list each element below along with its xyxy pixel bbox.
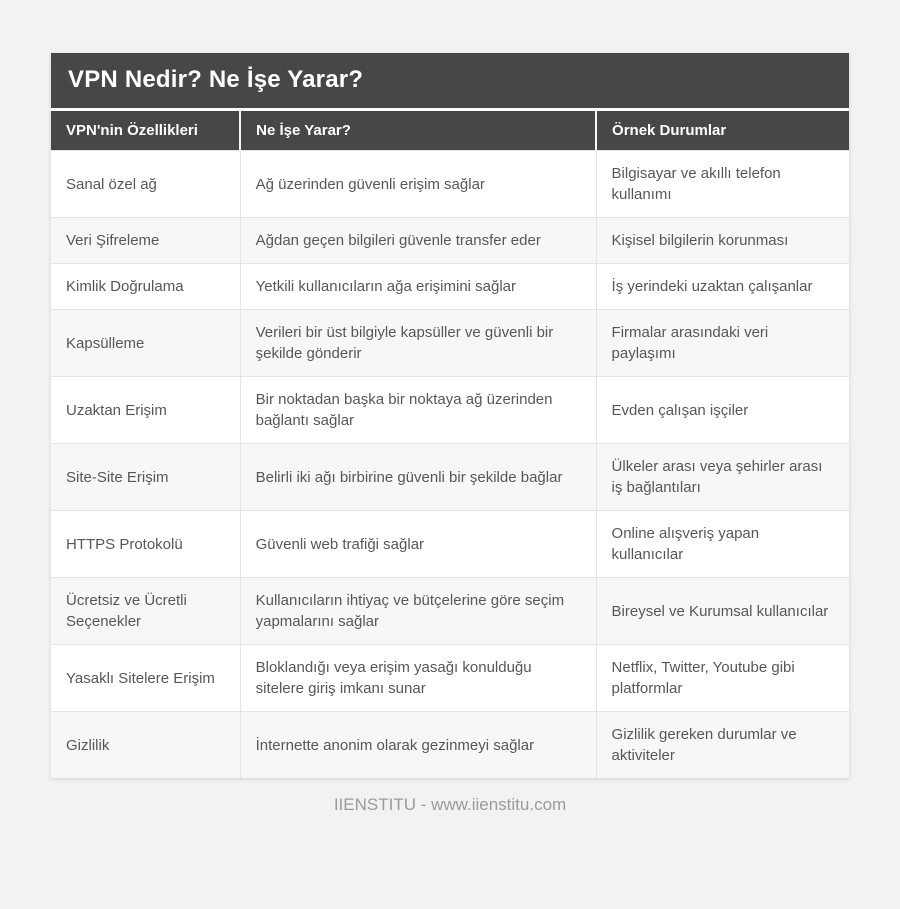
example-cell: Kişisel bilgilerin korunması xyxy=(596,218,849,264)
feature-cell: Site-Site Erişim xyxy=(51,444,240,511)
table-row xyxy=(51,377,849,444)
table-row xyxy=(51,578,849,645)
function-cell: İnternette anonim olarak gezinmeyi sağlar xyxy=(240,712,596,779)
table-row xyxy=(51,310,849,377)
vpn-table xyxy=(51,111,849,778)
function-cell: Bir noktadan başka bir noktaya ağ üzerinden bağlantı sağlar xyxy=(240,377,596,444)
vpn-info-card xyxy=(51,53,849,778)
feature-cell: HTTPS Protokolü xyxy=(51,511,240,578)
feature-cell: Kimlik Doğrulama xyxy=(51,264,240,310)
example-cell: Netflix, Twitter, Youtube gibi platformlar xyxy=(596,645,849,712)
example-cell: Firmalar arasındaki veri paylaşımı xyxy=(596,310,849,377)
example-cell: Ülkeler arası veya şehirler arası iş bağlantıları xyxy=(596,444,849,511)
example-cell: Gizlilik gereken durumlar ve aktiviteler xyxy=(596,712,849,779)
table-row xyxy=(51,218,849,264)
feature-cell: Veri Şifreleme xyxy=(51,218,240,264)
table-body xyxy=(51,151,849,779)
column-header-function: Ne İşe Yarar? xyxy=(240,111,596,151)
feature-cell: Gizlilik xyxy=(51,712,240,779)
table-row xyxy=(51,645,849,712)
function-cell: Yetkili kullanıcıların ağa erişimini sağlar xyxy=(240,264,596,310)
table-row xyxy=(51,151,849,218)
function-cell: Ağdan geçen bilgileri güvenle transfer eder xyxy=(240,218,596,264)
footer-credit: IIENSTITU - www.iienstitu.com xyxy=(333,795,567,814)
feature-cell: Uzaktan Erişim xyxy=(51,377,240,444)
table-row xyxy=(51,444,849,511)
column-header-examples: Örnek Durumlar xyxy=(596,111,849,151)
table-row xyxy=(51,264,849,310)
column-header-features: VPN'nin Özellikleri xyxy=(51,111,240,151)
function-cell: Bloklandığı veya erişim yasağı konulduğu sitelere giriş imkanı sunar xyxy=(240,645,596,712)
table-row xyxy=(51,712,849,779)
function-cell: Belirli iki ağı birbirine güvenli bir şekilde bağlar xyxy=(240,444,596,511)
table-header-row xyxy=(51,111,849,151)
example-cell: Evden çalışan işçiler xyxy=(596,377,849,444)
feature-cell: Kapsülleme xyxy=(51,310,240,377)
feature-cell: Sanal özel ağ xyxy=(51,151,240,218)
example-cell: İş yerindeki uzaktan çalışanlar xyxy=(596,264,849,310)
function-cell: Ağ üzerinden güvenli erişim sağlar xyxy=(240,151,596,218)
function-cell: Kullanıcıların ihtiyaç ve bütçelerine göre seçim yapmalarını sağlar xyxy=(240,578,596,645)
page-title: VPN Nedir? Ne İşe Yarar? xyxy=(68,66,364,93)
example-cell: Online alışveriş yapan kullanıcılar xyxy=(596,511,849,578)
function-cell: Verileri bir üst bilgiyle kapsüller ve güvenli bir şekilde gönderir xyxy=(240,310,596,377)
footer xyxy=(0,795,900,855)
function-cell: Güvenli web trafiği sağlar xyxy=(240,511,596,578)
table-row xyxy=(51,511,849,578)
example-cell: Bilgisayar ve akıllı telefon kullanımı xyxy=(596,151,849,218)
card-title-bar xyxy=(51,53,849,108)
example-cell: Bireysel ve Kurumsal kullanıcılar xyxy=(596,578,849,645)
feature-cell: Yasaklı Sitelere Erişim xyxy=(51,645,240,712)
feature-cell: Ücretsiz ve Ücretli Seçenekler xyxy=(51,578,240,645)
